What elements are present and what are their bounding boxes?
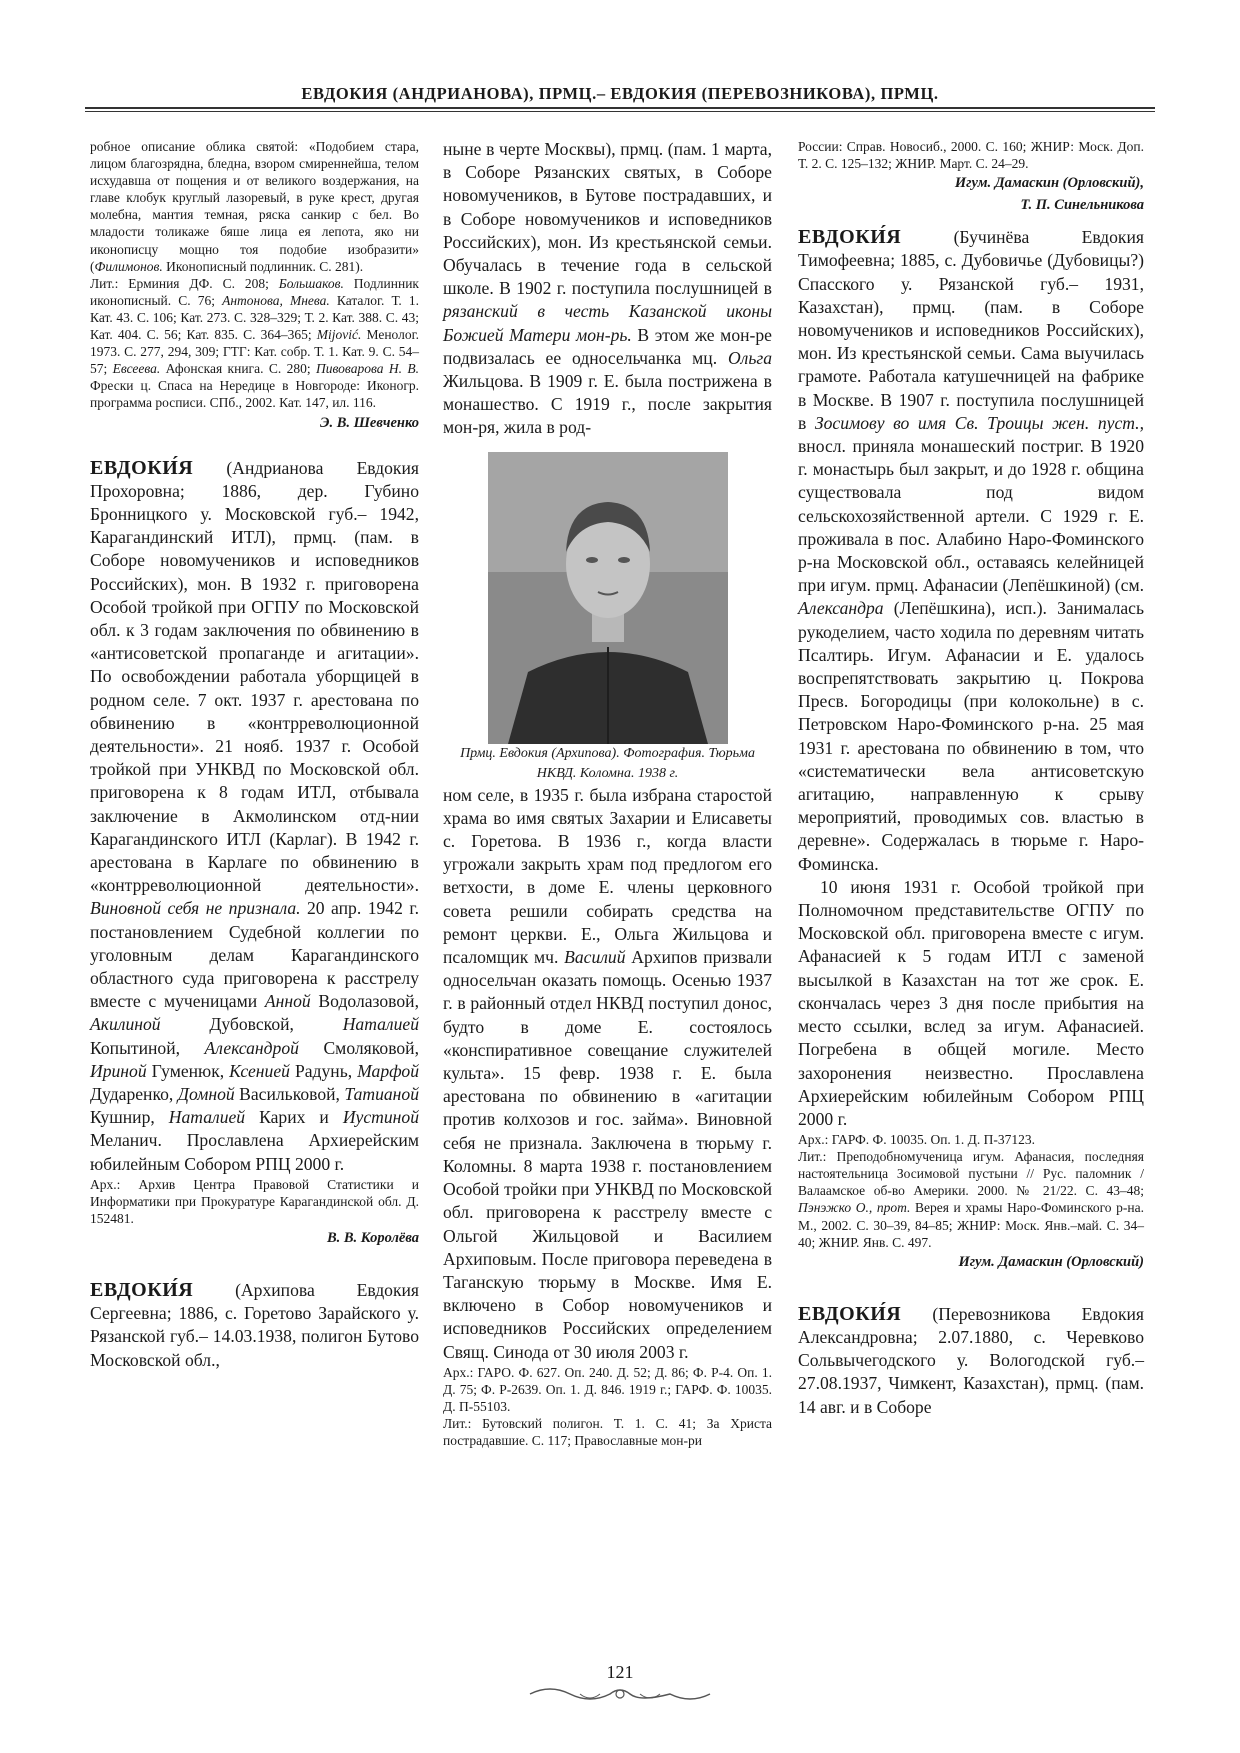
entry-headword: ЕВДОКИ́Я bbox=[798, 226, 902, 249]
entry-arkhipova-start: ЕВДОКИ́Я (Архипова Евдокия Сергеевна; 1886, с. Горетово Зарайского у. Рязанской губ.– 14.03.1938, полигон Бутово Московской обл., bbox=[90, 1279, 419, 1370]
entry-buchineva: ЕВДОКИ́Я (Бучинёва Евдокия Тимофеевна; 1885, с. Дубовичье (Дубовицы?) Спасского у. Рязанской губ.– 1931, Казахстан), прмц. (пам. в Соборе новомучеников и исповедников Российских), мон. Из крестьянской семьи. Сама выучилась грамоте. Работала катушечницей на фабрике в Москве. В 1907 г. поступила послушницей в Зосимову во имя Св. Троицы жен. пуст., вносл. приняла монашеский постриг. В 1920 г. монастырь был закрыт, и до 1928 г. община существовала под видом сельскохозяйственной артели. С 1929 г. Е. проживала в пос. Алабино Наро-Фоминского р-на Московской обл., оставаясь келейницей при игум. прмц. Афанасии (Лепёшкиной) (см. Александра (Лепёшкина), исп.). Занималась рукоделием, часто ходила по деревням читать Псалтирь. Игум. Афанасии и Е. удалось воспрепятствовать закрытию ц. Покрова Пресв. Богородицы (при колокольне) в с. Петровском Наро-Фоминского р-на. 25 мая 1931 г. арестована по обвинению в том, что «систематически вела антисоветскую агитацию, направленную к срыву мероприятий, проводимых сов. властью в деревне». Содержалась в тюрьме г. Наро-Фоминска. bbox=[798, 226, 1144, 874]
literature-1: Лит.: Ерминия ДФ. С. 208; Большаков. Подлинник иконописный. С. 76; Антонова, Мнева. Каталог. Т. 1. Кат. 43. С. 106; Кат. 273. С. 328–329; Т. 2. Кат. 388. С. 43; Кат. 404. С. 56; Кат. 835. С. 364–365; Mijović. Менолог. 1973. С. 277, 294, 309; ГТГ: Кат. собр. Т. 1. Кат. 9. С. 54–57; Евсеева. Афонская книга. С. 280; Пивоварова Н. В. Фрески ц. Спаса на Нередице в Новгороде: Иконогр. программа росписи. СПб., 2002. Кат. 147, ил. 116. bbox=[90, 275, 419, 411]
entry-headword: ЕВДОКИ́Я bbox=[798, 1302, 902, 1325]
intro-paragraph: робное описание облика святой: «Подобием стара, лицом благозрядна, бледна, взором смиреннейша, телом исхудавша от пощения и от великого воздержания, на главе клобук круглый лазоревый, в руке крест, другая молебна, мантия темная, ряска санкир с бел. Во младости толикаже бяше лица ея лепота, яко ни иконописцу мощно тоя подобие изобразити» (Филимонов. Иконописный подлинник. С. 281). bbox=[90, 139, 419, 274]
column-2 bbox=[443, 138, 772, 1449]
portrait-photo bbox=[488, 452, 728, 744]
page-number: 121 bbox=[606, 1662, 634, 1682]
entry-buchineva-cont: 10 июня 1931 г. Особой тройкой при Полномочном представительстве ОГПУ по Московской обл. приговорена вместе с игум. Афанасией к 5 годам ИТЛ с заменой высылкой в Казахстан на тот же срок. Е. скончалась через 3 дня после прибытия на место ссылки, вслед за игум. Афанасией. Погребена в общей могиле. Место захоронения неизвестно. Прославлена Архиерейским юбилейным Собором РПЦ 2000 г. bbox=[798, 876, 1144, 1129]
author-shevchenko: Э. В. Шевченко bbox=[320, 414, 419, 431]
entry-arkhipova-cont-2: ном селе, в 1935 г. была избрана старостой храма во имя святых Захарии и Елисаветы с. Горетова. В 1936 г., когда власти угрожали закрыть храм под предлогом его ветхости, в доме Е. члены церковного совета решили собирать средства на ремонт церкви. Е., Ольга Жильцова и псаломщик мч. Василий Архипов призвали односельчан оказать помощь. Осенью 1937 г. в районный отдел НКВД поступил донос, будто в доме Е. состоялось «конспиративное совещание служителей культа». 15 февр. 1938 г. Е. была арестована по обвинению в «агитации против колхозов и гос. займа». Виновной себя не признала. Заключена в тюрьму г. Коломны. 8 марта 1938 г. постановлением Особой тройки при УНКВД по Московской обл. приговорена к расстрелу вместе с Ольгой Жильцовой и Василием Архиповым. После приговора переведена в Таганскую тюрьму в Москве. Имя Е. включено в Собор новомучеников и исповедников Российских определением Свящ. Синода от 30 июля 2003 г. bbox=[443, 784, 773, 1362]
entry-headword: ЕВДОКИ́Я bbox=[90, 456, 194, 479]
literature-4: Лит.: Преподобномученица игум. Афанасия, последняя настоятельница Зосимовой пустыни // Рус. паломник / Валаамское об-во Америки. 2000. № 21/22. С. 43–48; Пэнэжко О., прот. Верея и храмы Наро-Фоминского р-на. М., 2002. С. 30–39, 84–85; ЖНИР: Моск. Янв.–май. С. 34–40; ЖНИР. Янв. С. 497. bbox=[798, 1149, 1144, 1250]
column-3 bbox=[798, 138, 1144, 1419]
literature-3-cont: России: Справ. Новосиб., 2000. С. 160; ЖНИР: Моск. Доп. Т. 2. С. 125–132; ЖНИР. Март. С. 24–29. bbox=[798, 139, 1144, 172]
author-damaskin: Игум. Дамаскин (Орловский), bbox=[954, 175, 1144, 192]
author-sinelnikova: Т. П. Синельникова bbox=[1020, 197, 1144, 214]
entry-andrianova: ЕВДОКИ́Я (Андрианова Евдокия Прохоровна; 1886, дер. Губино Бронницкого у. Московской губ.– 1942, Карагандинский ИТЛ), прмц. (пам. в Соборе новомучеников и исповедников Российских), мон. В 1932 г. приговорена Особой тройкой при ОГПУ по Московской обл. к 3 годам заключения по обвинению в «антисоветской пропаганде и агитации». По освобождении работала уборщицей в родном селе. 7 окт. 1937 г. арестована по обвинению в «контрреволюционной деятельности». 21 нояб. 1937 г. Особой тройкой при УНКВД по Московской обл. приговорена к 8 годам ИТЛ, отбывала заключение в Акмолинском отд-нии Карагандинского ИТЛ (Карлаг). В 1942 г. арестована в Карлаге по обвинению в «контрреволюционной деятельности». Виновной себя не признала. 20 апр. 1942 г. постановлением Судебной коллегии по уголовным делам Карагандинского областного суда приговорена к расстрелу вместе с мученицами Анной Водолазовой, Акилиной Дубовской, Наталией Копытиной, Александрой Смоляковой, Ириной Гуменюк, Ксенией Радунь, Марфой Дударенко, Домной Васильковой, Татианой Кушнир, Наталией Карих и Иустиной Меланич. Прославлена Архиерейским юбилейным Собором РПЦ 2000 г. bbox=[90, 456, 419, 1174]
running-header: ЕВДОКИЯ (АНДРИАНОВА), ПРМЦ.– ЕВДОКИЯ (ПЕРЕВОЗНИКОВА), ПРМЦ. bbox=[301, 84, 939, 103]
archive-ref-2: Арх.: Архив Центра Правовой Статистики и Информатики при Прокуратуре Карагандинской обл. Д. 152481. bbox=[90, 1176, 419, 1226]
ornament-icon bbox=[520, 1682, 720, 1706]
author-damaskin-2: Игум. Дамаскин (Орловский) bbox=[958, 1253, 1144, 1270]
column-1 bbox=[90, 138, 419, 1372]
entry-perevoznikova-start: ЕВДОКИ́Я (Перевозникова Евдокия Александровна; 2.07.1880, с. Черевково Сольвычегодского у. Вологодской губ.– 27.08.1937, Чимкент, Казахстан), прмц. (пам. 14 авг. и в Соборе bbox=[798, 1302, 1144, 1417]
photo-caption: Прмц. Евдокия (Архипова). Фотография. Тюрьма НКВД. Коломна. 1938 г. bbox=[460, 745, 755, 781]
entry-arkhipova-cont: ныне в черте Москвы), прмц. (пам. 1 марта, в Соборе Рязанских святых, в Соборе новомучеников, в Бутове пострадавших, и в Соборе новомучеников и исповедников Российских), мон. Из крестьянской семьи. Обучалась в течение года в сельской школе. В 1902 г. поступила послушницей в рязанский в честь Казанской иконы Божией Матери мон-рь. В этом же мон-ре подвизалась ее односельчанка мц. Ольга Жильцова. В 1909 г. Е. была пострижена в монашество. С 1919 г., после закрытия мон-ря, жила в род- bbox=[443, 139, 772, 438]
archive-ref-3: Арх.: ГАРО. Ф. 627. Оп. 240. Д. 52; Д. 86; Ф. Р-4. Оп. 1. Д. 75; Ф. Р-2639. Оп. 1. Д. 846. 1919 г.; ГАРФ. Ф. 10035. Д. П-55103. bbox=[443, 1364, 772, 1414]
author-koroleva: В. В. Королёва bbox=[326, 1230, 419, 1247]
header-rule bbox=[85, 107, 1155, 112]
literature-3: Лит.: Бутовский полигон. Т. 1. С. 41; За Христа пострадавшие. С. 117; Православные мон-ри bbox=[443, 1416, 772, 1449]
entry-headword: ЕВДОКИ́Я bbox=[90, 1279, 194, 1302]
portrait-figure-icon bbox=[488, 452, 728, 744]
archive-ref-4: Арх.: ГАРФ. Ф. 10035. Оп. 1. Д. П-37123. bbox=[798, 1132, 1035, 1148]
